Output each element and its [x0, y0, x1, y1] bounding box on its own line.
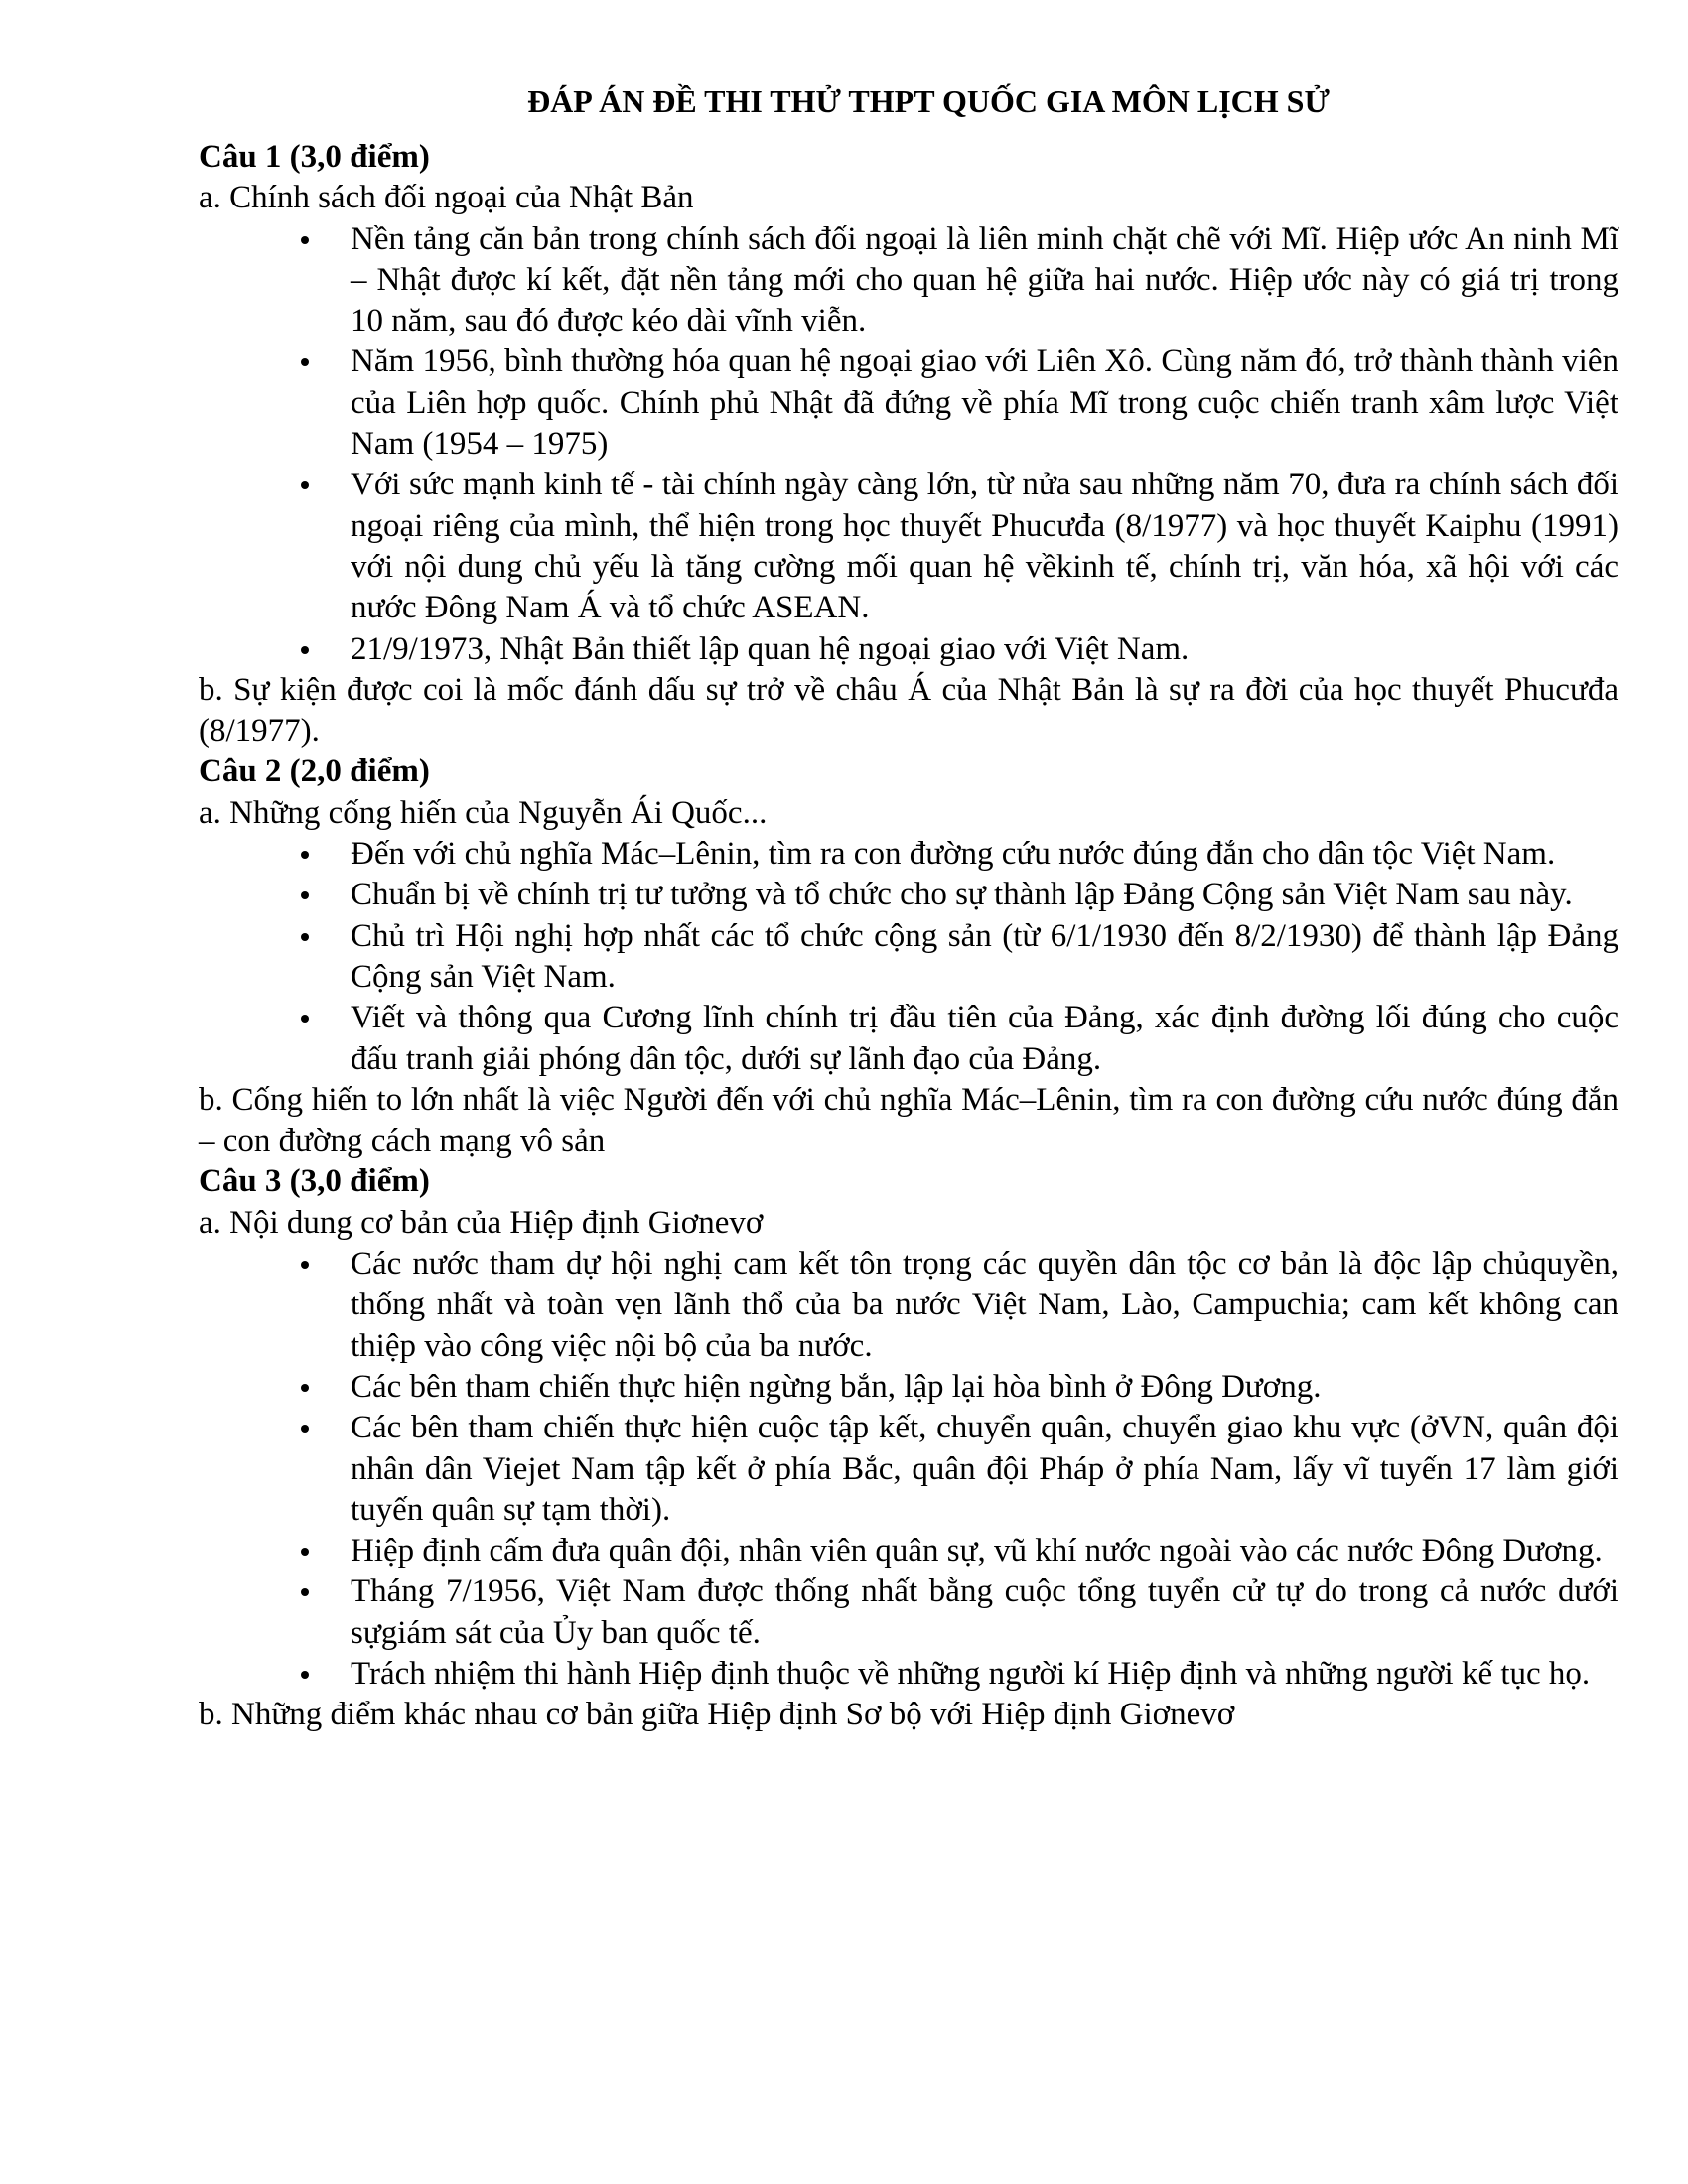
list-item	[351, 916, 1618, 999]
question-1-part-b: b. Sự kiện được coi là mốc đánh dấu sự trở về châu Á của Nhật Bản là sự ra đời của học thuyết Phucưđa (8/1977).	[199, 671, 1618, 750]
list-item	[351, 1367, 1618, 1408]
bullet-icon	[301, 358, 309, 366]
list-item-text: Nền tảng căn bản trong chính sách đối ngoại là liên minh chặt chẽ với Mĩ. Hiệp ước An ninh Mĩ – Nhật được kí kết, đặt nền tảng mới cho quan hệ giữa hai nước. Hiệp ước này có giá trị trong 10 năm, sau đó được kéo dài vĩnh viễn.	[351, 220, 1618, 340]
bullet-icon	[301, 1261, 309, 1269]
list-item	[351, 834, 1618, 875]
question-2-part-a: a. Những cống hiến của Nguyễn Ái Quốc...	[199, 794, 768, 831]
bullet-icon	[301, 851, 309, 859]
list-item-text: Trách nhiệm thi hành Hiệp định thuộc về những người kí Hiệp định và những người kế tục họ.	[351, 1655, 1591, 1692]
list-item-text: Các nước tham dự hội nghị cam kết tôn trọng các quyền dân tộc cơ bản là độc lập chủquyền, thống nhất và toàn vẹn lãnh thổ của ba nước Việt Nam, Lào, Campuchia; cam kết không can thiệp vào công việc nội bộ của ba nước.	[351, 1246, 1618, 1364]
list-item	[351, 1531, 1618, 1571]
bullet-icon	[301, 891, 309, 899]
list-item-text: Các bên tham chiến thực hiện ngừng bắn, lập lại hòa bình ở Đông Dương.	[351, 1368, 1322, 1405]
list-item	[351, 1244, 1618, 1367]
question-3-part-a: a. Nội dung cơ bản của Hiệp định Giơnevơ	[199, 1204, 764, 1241]
question-2-bullet-list	[199, 834, 1618, 1080]
question-3-bullet-list	[199, 1244, 1618, 1695]
document-title: ĐÁP ÁN ĐỀ THI THỬ THPT QUỐC GIA MÔN LỊCH SỬ	[527, 83, 1330, 119]
list-item-text: Với sức mạnh kinh tế - tài chính ngày càng lớn, từ nửa sau những năm 70, đưa ra chính sách đối ngoại riêng của mình, thể hiện trong học thuyết Phucưđa (8/1977) và học thuyết Kaiphu (1991) với nội dung chủ yếu là tăng cường mối quan hệ vềkinh tế, chính trị, văn hóa, xã hội với các nước Đông Nam Á và tổ chức ASEAN.	[351, 467, 1618, 626]
bullet-icon	[301, 1548, 309, 1556]
bullet-icon	[301, 1384, 309, 1392]
list-item-text: Hiệp định cấm đưa quân đội, nhân viên quân sự, vũ khí nước ngoài vào các nước Đông Dương.	[351, 1533, 1603, 1570]
list-item	[351, 875, 1618, 915]
bullet-icon	[301, 1671, 309, 1679]
bullet-icon	[301, 646, 309, 654]
question-1-part-a: a. Chính sách đối ngoại của Nhật Bản	[199, 180, 694, 216]
bullet-icon	[301, 1015, 309, 1023]
bullet-icon	[301, 481, 309, 489]
bullet-icon	[301, 1425, 309, 1433]
bullet-icon	[301, 1588, 309, 1596]
question-3-part-b: b. Những điểm khác nhau cơ bản giữa Hiệp định Sơ bộ với Hiệp định Giơnevơ	[199, 1697, 1235, 1733]
list-item-text: Viết và thông qua Cương lĩnh chính trị đầu tiên của Đảng, xác định đường lối đúng cho cuộc đấu tranh giải phóng dân tộc, dưới sự lãnh đạo của Đảng.	[351, 1000, 1618, 1077]
list-item	[351, 629, 1618, 670]
question-1-heading: Câu 1 (3,0 điểm)	[199, 139, 430, 175]
question-3-heading: Câu 3 (3,0 điểm)	[199, 1163, 430, 1200]
list-item	[351, 1408, 1618, 1531]
list-item-text: Chủ trì Hội nghị hợp nhất các tổ chức cộng sản (từ 6/1/1930 đến 8/2/1930) để thành lập Đảng Cộng sản Việt Nam.	[351, 917, 1618, 995]
list-item-text: Đến với chủ nghĩa Mác–Lênin, tìm ra con đường cứu nước đúng đắn cho dân tộc Việt Nam.	[351, 836, 1556, 873]
answer-key-page	[199, 81, 1618, 1736]
list-item	[351, 1571, 1618, 1654]
list-item	[351, 465, 1618, 628]
list-item	[351, 341, 1618, 465]
list-item	[351, 219, 1618, 342]
question-2-part-b: b. Cống hiến to lớn nhất là việc Người đến với chủ nghĩa Mác–Lênin, tìm ra con đường cứu nước đúng đắn – con đường cách mạng vô sản	[199, 1081, 1618, 1160]
list-item	[351, 998, 1618, 1080]
list-item-text: Tháng 7/1956, Việt Nam được thống nhất bằng cuộc tổng tuyển cử tự do trong cả nước dưới sựgiám sát của Ủy ban quốc tế.	[351, 1573, 1618, 1651]
bullet-icon	[301, 933, 309, 941]
list-item	[351, 1654, 1618, 1695]
list-item-text: Năm 1956, bình thường hóa quan hệ ngoại giao với Liên Xô. Cùng năm đó, trở thành thành viên của Liên hợp quốc. Chính phủ Nhật đã đứng về phía Mĩ trong cuộc chiến tranh xâm lược Việt Nam (1954 – 1975)	[351, 343, 1618, 463]
question-1-bullet-list	[199, 219, 1618, 670]
list-item-text: Các bên tham chiến thực hiện cuộc tập kết, chuyển quân, chuyển giao khu vực (ởVN, quân đội nhân dân Viejet Nam tập kết ở phía Bắc, quân đội Pháp ở phía Nam, lấy vĩ tuyến 17 làm giới tuyến quân sự tạm thời).	[351, 1410, 1618, 1528]
list-item-text: Chuẩn bị về chính trị tư tưởng và tổ chức cho sự thành lập Đảng Cộng sản Việt Nam sau này.	[351, 877, 1573, 913]
bullet-icon	[301, 236, 309, 244]
question-2-heading: Câu 2 (2,0 điểm)	[199, 753, 430, 790]
list-item-text: 21/9/1973, Nhật Bản thiết lập quan hệ ngoại giao với Việt Nam.	[351, 630, 1190, 667]
